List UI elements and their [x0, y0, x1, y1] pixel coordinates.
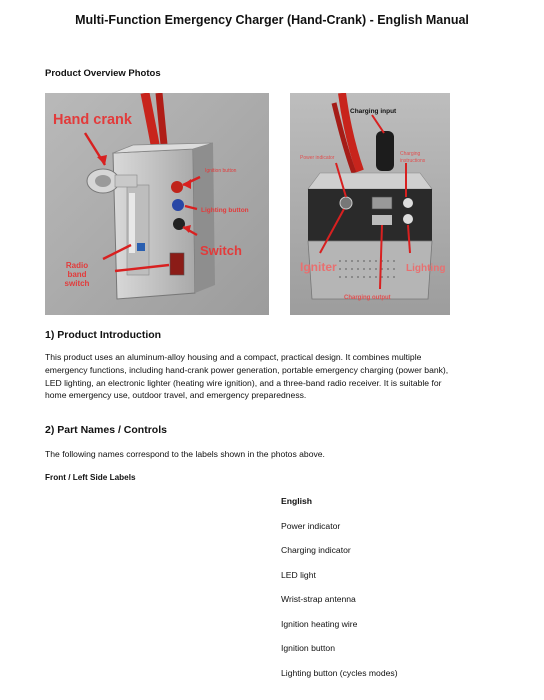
list-item: Charging indicator [281, 545, 351, 555]
section1-line: home emergency use, outdoor travel, and emergency preparedness. [45, 390, 307, 401]
list-item: Lighting button (cycles modes) [281, 668, 398, 678]
section1-line: LED lighting, an electronic lighter (heating wire ignition), and a three-band radio receiver. It is suitable for [45, 377, 442, 388]
list-item: Power indicator [281, 521, 341, 531]
document-title: Multi-Function Emergency Charger (Hand-Crank) - English Manual [75, 13, 469, 27]
section1-heading: 1) Product Introduction [45, 329, 162, 341]
section2-heading: 2) Part Names / Controls [45, 424, 167, 436]
section1-paragraph [45, 351, 515, 402]
label-charging-output: Charging output [344, 295, 391, 301]
part-names-list [281, 496, 501, 696]
section1-line: emergency functions, including hand-crank power generation, portable emergency charging (power bank), [45, 364, 449, 375]
label-radio-band-switch-2: band [67, 270, 87, 279]
label-lighting-button: Lighting button [201, 207, 249, 214]
label-switch: Switch [200, 243, 242, 258]
label-ignition-button: Ignition button [205, 168, 237, 174]
list-header: English [281, 496, 313, 506]
label-hand-crank: Hand crank [53, 112, 132, 128]
label-radio-band-switch-1: Radio [65, 261, 89, 270]
label-lighting: Lighting [406, 263, 446, 274]
list-item: LED light [281, 570, 316, 580]
section2-intro: The following names correspond to the labels shown in the photos above. [45, 449, 325, 459]
product-photo-left [45, 93, 269, 315]
section2-subheading: Front / Left Side Labels [45, 473, 136, 482]
list-item: Ignition button [281, 643, 335, 653]
list-item: Ignition heating wire [281, 619, 358, 629]
label-radio-band-switch-3: switch [64, 279, 90, 288]
product-photo-right [290, 93, 450, 315]
label-charging-instructions-2: instructions [400, 158, 426, 164]
list-item: Wrist-strap antenna [281, 594, 356, 604]
label-igniter: Igniter [300, 260, 337, 274]
section1-line: This product uses an aluminum-alloy housing and a compact, practical design. It combines multiple [45, 352, 422, 362]
label-charging-instructions-1: Charging [400, 151, 421, 157]
label-power-indicator: Power indicator [300, 155, 335, 161]
label-charging-input: Charging input [350, 108, 397, 115]
overview-heading: Product Overview Photos [45, 68, 161, 79]
